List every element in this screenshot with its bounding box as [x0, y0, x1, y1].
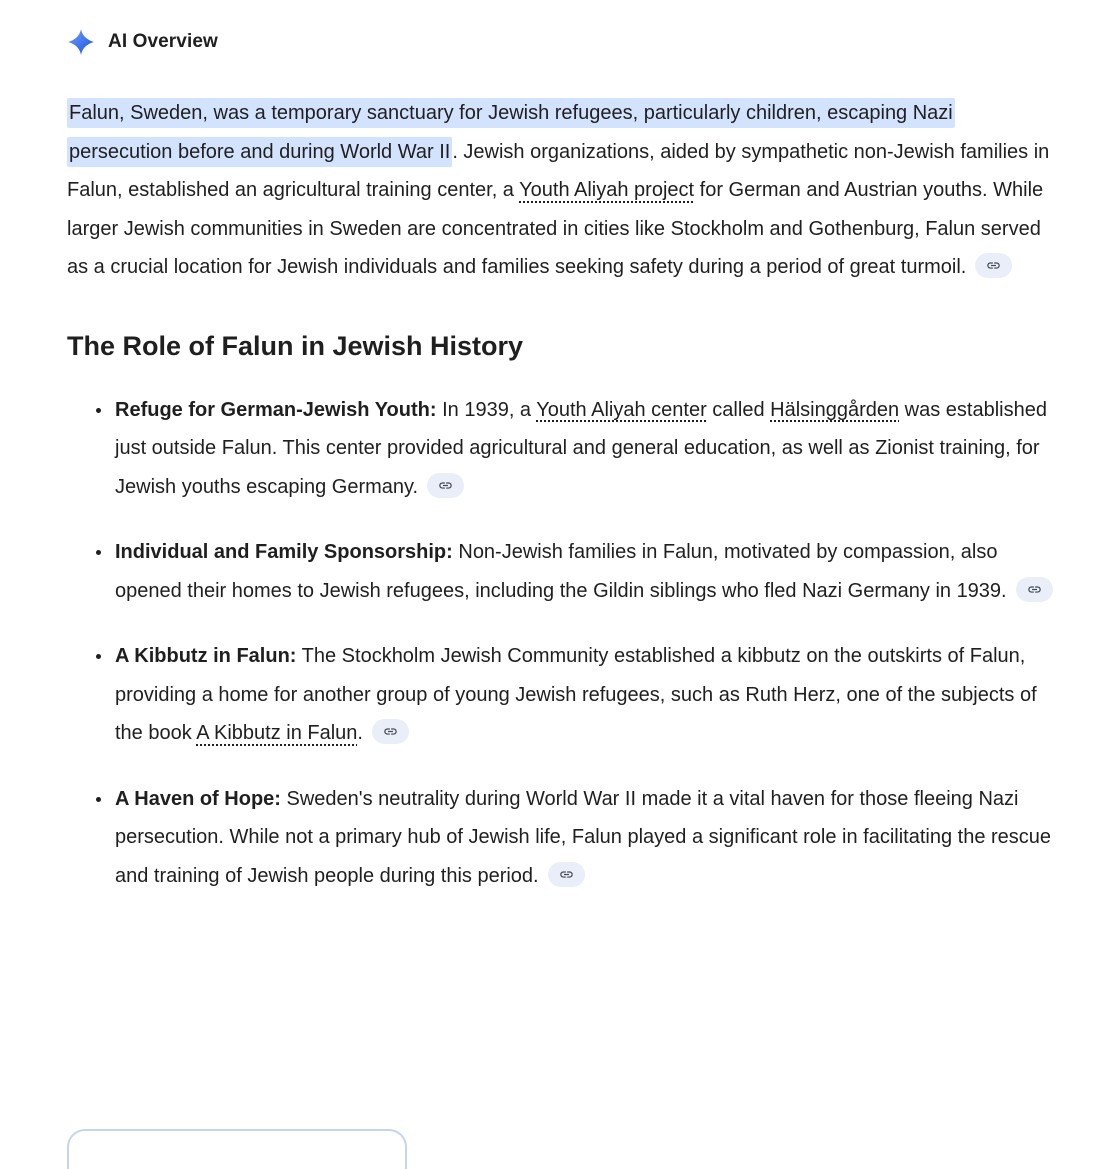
bullet-text: The Stockholm Jewish Community established a kibbutz on the outskirts of Falun, providing a home for another group of young Jewish refugees, such as Ruth Herz, one of the subjects of the book [115, 645, 1037, 744]
inline-link-halsinggarden[interactable]: Hälsinggården [770, 398, 900, 421]
bullet-text: . [357, 722, 363, 744]
bullet-lead: A Haven of Hope: [115, 787, 281, 810]
bullet-text: In 1939, a [436, 398, 537, 421]
bullet-list [67, 391, 1055, 896]
inline-link-youth-aliyah-center[interactable]: Youth Aliyah center [536, 398, 707, 421]
citation-chip[interactable] [372, 719, 409, 744]
bullet-text: Non-Jewish families in Falun, motivated by compassion, also opened their homes to Jewish refugees, including the Gildin siblings who fled Nazi Germany in 1939. [115, 541, 1007, 602]
link-icon [383, 724, 398, 739]
ai-overview-title: AI Overview [108, 31, 218, 52]
intro-paragraph [67, 94, 1055, 287]
list-item [113, 391, 1055, 507]
citation-chip[interactable] [427, 473, 464, 498]
bullet-text: was established just outside Falun. This center provided agricultural and general education, as well as Zionist training, for Jewish youths escaping Germany. [115, 398, 1047, 498]
intro-text: for German and Austrian youths. While larger Jewish communities in Sweden are concentrated in cities like Stockholm and Gothenburg, Falun served as a crucial location for Jewish individuals and families seeking safety during a period of great turmoil. [67, 179, 1044, 278]
section-heading: The Role of Falun in Jewish History [67, 330, 524, 361]
inline-link-youth-aliyah-project[interactable]: Youth Aliyah project [519, 179, 695, 201]
link-icon [438, 478, 453, 493]
bullet-text: called [706, 398, 771, 421]
bullet-lead: A Kibbutz in Falun: [115, 645, 297, 667]
ai-overview-sparkle-icon [67, 28, 95, 56]
partial-card[interactable] [67, 1129, 407, 1169]
citation-chip[interactable] [975, 253, 1012, 278]
highlighted-text: Falun, Sweden, was a temporary sanctuary for Jewish refugees, particularly children, escaping Nazi persecution before and during World War II [67, 98, 955, 167]
ai-overview-header [67, 28, 1055, 56]
inline-link-a-kibbutz-in-falun[interactable]: A Kibbutz in Falun [196, 722, 358, 744]
link-icon [1027, 582, 1042, 597]
bullet-lead: Refuge for German-Jewish Youth: [115, 398, 437, 421]
list-item [113, 780, 1055, 896]
link-icon [559, 867, 574, 882]
citation-chip[interactable] [1016, 577, 1053, 602]
intro-text: . Jewish organizations, aided by sympathetic non-Jewish families in Falun, established an agricultural training center, a [67, 140, 1050, 201]
list-item [113, 637, 1055, 753]
citation-chip[interactable] [548, 862, 585, 887]
bullet-text: Sweden's neutrality during World War II made it a vital haven for those fleeing Nazi persecution. While not a primary hub of Jewish life, Falun played a significant role in facilitating the rescue and training of Jewish people during this period. [115, 787, 1052, 887]
list-item [113, 533, 1055, 610]
bullet-lead: Individual and Family Sponsorship: [115, 541, 453, 563]
link-icon [986, 258, 1001, 273]
